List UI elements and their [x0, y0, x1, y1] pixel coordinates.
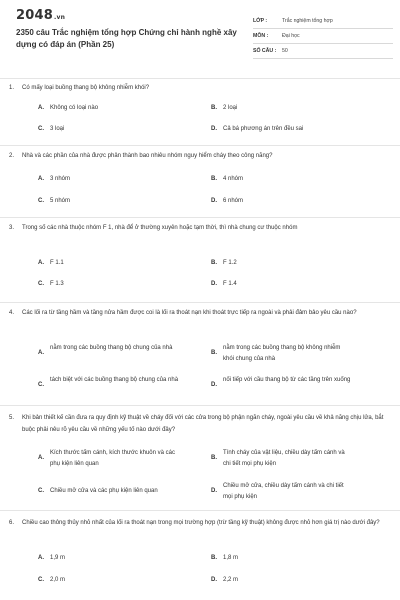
option-text: 5 nhóm	[50, 198, 71, 204]
question-item	[0, 78, 400, 146]
option-text: 1,9 m	[50, 555, 66, 561]
option-d[interactable]	[211, 575, 353, 586]
option-letter: A.	[38, 555, 44, 561]
option-d[interactable]	[211, 279, 353, 290]
option-text: 3 nhóm	[50, 176, 71, 182]
option-letter: C.	[38, 488, 44, 494]
question-number: 6.	[9, 520, 15, 526]
question-item	[0, 511, 400, 600]
option-text: Chiều mở cửa và các phụ kiện liên quan	[50, 488, 158, 494]
option-text: nằm trong các buồng thang bộ chung của nhà	[50, 345, 173, 351]
option-text: nối tiếp với cầu thang bộ từ các tầng trên xuống	[223, 377, 351, 383]
option-d[interactable]	[211, 481, 353, 503]
option-letter: B.	[211, 176, 217, 182]
question-number: 4.	[9, 310, 15, 316]
option-text: 2,2 m	[223, 577, 239, 583]
option-letter: D.	[211, 577, 217, 583]
option-text: nằm trong các buồng thang bộ không nhiễm khói chung của nhà	[223, 345, 341, 362]
option-text: Tính cháy của vật liệu, chiều dày tấm cánh và chi tiết mọi phụ kiện	[223, 450, 345, 467]
option-letter: B.	[211, 455, 217, 461]
question-body: Các lối ra từ tầng hầm và tầng nửa hầm được coi là lối ra thoát nạn khi thoát trực tiếp ra ngoài và phải đảm bảo yêu cầu nào?	[22, 310, 357, 316]
option-letter: B.	[211, 350, 217, 356]
question-item	[0, 146, 400, 218]
option-d[interactable]	[211, 375, 353, 391]
option-text: 1,8 m	[223, 555, 239, 561]
option-c[interactable]	[38, 375, 180, 391]
option-a[interactable]	[38, 553, 180, 564]
option-letter: C.	[38, 382, 44, 388]
option-text: tách biệt với các buồng thang bộ chung của nhà	[50, 377, 179, 383]
option-letter: A.	[38, 176, 44, 182]
option-text: 2,0 m	[50, 577, 66, 583]
option-c[interactable]	[38, 124, 180, 135]
question-body: Chiều cao thông thủy nhỏ nhất của lối ra thoát nạn trong mọi trường hợp (trừ tầng kỹ thuật) không được nhỏ hơn giá trị nào dưới đây?	[22, 520, 380, 526]
option-b[interactable]	[211, 258, 353, 269]
option-letter: C.	[38, 281, 44, 287]
option-text: F 1.2	[223, 260, 237, 266]
option-letter: A.	[38, 350, 44, 356]
option-b[interactable]	[211, 448, 353, 470]
option-letter: C.	[38, 577, 44, 583]
question-text	[9, 150, 388, 162]
option-letter: D.	[211, 198, 217, 204]
option-b[interactable]	[211, 553, 353, 564]
option-c[interactable]	[38, 575, 180, 586]
question-body: Khi bản thiết kế cần đưa ra quy định kỹ thuật về cháy đối với các cửa trong bộ phận ngăn cháy, ngoài yêu cầu về khả năng chịu lửa, bắt buộc phải nêu rõ yêu cầu về những yếu tố nào dưới đây?	[22, 415, 384, 433]
question-item	[0, 218, 400, 303]
option-a[interactable]	[38, 258, 180, 269]
question-body: Có mấy loại buồng thang bộ không nhiễm khói?	[22, 85, 150, 91]
question-text	[9, 307, 388, 319]
option-letter: B.	[211, 105, 217, 111]
option-letter: D.	[211, 126, 217, 132]
option-text: 3 loại	[50, 126, 65, 132]
question-item	[0, 406, 400, 511]
option-letter: D.	[211, 488, 217, 494]
option-a[interactable]	[38, 174, 180, 185]
option-b[interactable]	[211, 103, 353, 114]
question-number: 1.	[9, 85, 15, 91]
question-text	[9, 412, 388, 436]
option-letter: A.	[38, 105, 44, 111]
question-body: Nhà và các phần của nhà được phân thành bao nhiêu nhóm nguy hiểm cháy theo công năng?	[22, 153, 273, 159]
meta-row-class	[253, 14, 393, 29]
option-text: 2 loại	[223, 105, 238, 111]
option-text: Cả bá phương án trên đều sai	[223, 126, 304, 132]
option-letter: B.	[211, 260, 217, 266]
meta-row-count	[253, 44, 393, 59]
meta-value: Trắc nghiệm tổng hợp	[282, 18, 333, 24]
question-item	[0, 303, 400, 406]
option-letter: D.	[211, 281, 217, 287]
option-text: 4 nhóm	[223, 176, 244, 182]
option-letter: A.	[38, 260, 44, 266]
question-number: 2.	[9, 153, 15, 159]
option-a[interactable]	[38, 343, 180, 359]
question-text	[9, 222, 388, 234]
option-text: Không có loại nào	[50, 105, 99, 111]
option-a[interactable]	[38, 103, 180, 114]
option-letter: C.	[38, 198, 44, 204]
question-number: 3.	[9, 225, 15, 231]
logo-text: 2048	[16, 8, 53, 23]
option-text: 6 nhóm	[223, 198, 244, 204]
meta-row-subject	[253, 29, 393, 44]
meta-value: 50	[282, 48, 288, 54]
meta-value: Đại học	[282, 33, 300, 39]
option-a[interactable]	[38, 448, 180, 470]
option-b[interactable]	[211, 174, 353, 185]
option-text: F 1.1	[50, 260, 64, 266]
question-text	[9, 517, 388, 529]
option-text: F 1.4	[223, 281, 237, 287]
option-letter: D.	[211, 382, 217, 388]
option-b[interactable]	[211, 343, 353, 365]
option-letter: B.	[211, 555, 217, 561]
question-number: 5.	[9, 415, 15, 421]
option-text: Kích thước tấm cánh, kích thước khuôn và các phụ kiện liên quan	[50, 450, 175, 467]
meta-key: SỐ CÂU :	[253, 48, 277, 54]
question-text	[9, 82, 388, 94]
document-title: 2350 câu Trắc nghiệm tổng hợp Chứng chỉ hành nghề xây dựng có đáp án (Phần 25)	[16, 28, 237, 49]
meta-info	[253, 14, 393, 59]
site-logo[interactable]	[16, 8, 256, 23]
document-header	[0, 0, 400, 68]
option-d[interactable]	[211, 124, 353, 135]
option-c[interactable]	[38, 196, 180, 207]
meta-key: LỚP :	[253, 18, 268, 24]
logo-suffix: .vn	[53, 14, 66, 21]
option-d[interactable]	[211, 196, 353, 207]
option-text: Chiều mở cửa, chiều dày tấm cánh và chi tiết mọi phụ kiện	[223, 483, 344, 500]
option-letter: A.	[38, 455, 44, 461]
option-c[interactable]	[38, 486, 180, 497]
question-body: Trong số các nhà thuộc nhóm F 1, nhà để ở thường xuyên hoặc tạm thời, thì nhà chung cư thuộc nhóm	[22, 225, 298, 231]
meta-key: MÔN :	[253, 33, 269, 39]
option-text: F 1.3	[50, 281, 64, 287]
option-c[interactable]	[38, 279, 180, 290]
header-left	[16, 8, 256, 68]
option-letter: C.	[38, 126, 44, 132]
